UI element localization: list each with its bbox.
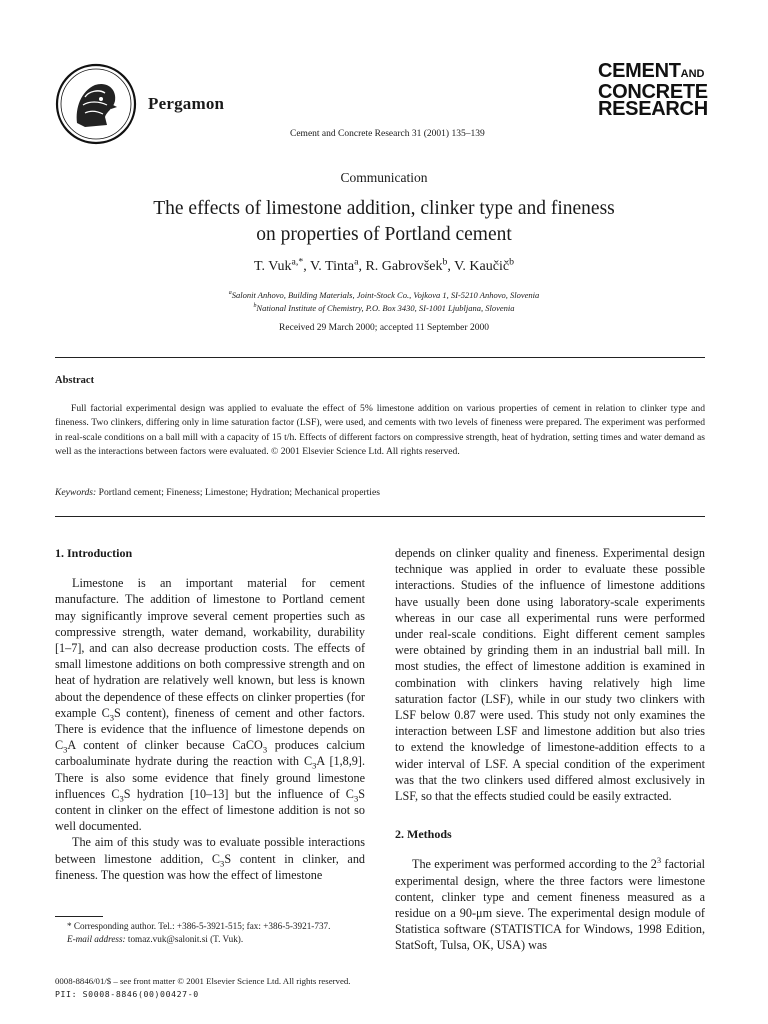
paragraph: The experiment was performed according to the $2^3$ factorial experimental design, where the three factors were limestone content, clinker type and cement fineness measured as a residue on a 90-μm sieve. The experimental design module of Statistica software (STATISTICA for Windows, 1998 Edition, StatSoft, Tulsa, OK, USA) was	[395, 855, 705, 953]
keywords: Keywords: Portland cement; Fineness; Limestone; Hydration; Mechanical properties	[55, 487, 380, 498]
paragraph: The aim of this study was to evaluate possible interactions between limestone addition, $C_3S$ content in clinker, and fineness. The question was how the effect of limestone	[55, 835, 366, 882]
journal-logo: CEMENTAND CONCRETE RESEARCH	[598, 60, 708, 120]
divider	[55, 516, 705, 517]
affiliation: $^b$National Institute of Chemistry, P.O. Box 3430, SI-1001 Ljubljana, Slovenia	[253, 303, 515, 313]
author: R. Gabrovšek	[365, 259, 443, 274]
author: V. Kaučič	[454, 259, 510, 274]
publisher-name: Pergamon	[148, 94, 225, 113]
email-line: E-mail address: tomaz.vuk@salonit.si (T. Vuk).	[67, 934, 244, 944]
pii-line: PII: S0008-8846(00)00427-0	[55, 989, 199, 999]
author-list: T. Vuk$^{a,*}$, V. Tinta$^a$, R. Gabrovšek$^b$, V. Kaučič$^b$	[254, 256, 514, 274]
article-type: Communication	[340, 170, 428, 185]
front-matter	[55, 975, 350, 1001]
section-heading: 1. Introduction	[55, 546, 133, 560]
copyright-line: 0008-8846/01/$ – see front matter © 2001 Elsevier Science Ltd. All rights reserved.	[55, 976, 351, 986]
corresponding-author: * Corresponding author. Tel.: +386-5-3921-515; fax: +386-5-3921-737.	[67, 921, 331, 931]
elsevier-tree-emblem-icon	[55, 63, 137, 145]
footnote	[55, 920, 365, 946]
author: T. Vuk	[254, 259, 292, 274]
divider	[55, 357, 705, 358]
affiliation: $^a$Salonit Anhovo, Building Materials, Joint-Stock Co., Vojkova 1, SI-5210 Anhovo, Slovenia	[228, 290, 540, 300]
abstract-body: Full factorial experimental design was applied to evaluate the effect of 5% limestone addition on various properties of cement in relation to clinker type and fineness. Two clinkers, differing only in lime saturation factor (LSF), were used, and cements with two levels of fineness were prepared. The experiment was performed in real-scale conditions on a ball mill with a capacity of 15 t/h. Effects of different factors on compressive strength, heat of hydration, setting times and water demand as well as the interactions between factors were evaluated. © 2001 Elsevier Science Ltd. All rights reserved.	[55, 403, 705, 457]
paragraph: depends on clinker quality and fineness. Experimental design technique was applied in order to evaluate these possible interactions. Studies of the influence of limestone additions have usually been done using laboratory-scale experiments whereas in our case all experimental runs were performed under real-scale conditions. Eight different cement samples were obtained by grinding them in an industrial ball mill. In most studies, the effect of limestone addition is examined in combination with clinkers having relatively high lime saturation factor (LSF), while in our study two clinkers with LSF below 0.87 were used. This study not only examines the interaction between LSF and limestone addition but also tries to extend the knowledge of limestone-addition effects to a wider interval of LSF. A special condition of the experiment was that the two clinkers used differed almost exclusively in LSF, so that the effects studied could be easily extracted.	[395, 546, 705, 804]
author: V. Tinta	[310, 259, 355, 274]
footnote-divider	[55, 916, 103, 917]
email-link[interactable]: tomaz.vuk@salonit.si (T. Vuk).	[127, 934, 244, 944]
abstract-heading: Abstract	[55, 375, 95, 386]
right-column	[395, 545, 705, 954]
affiliations	[0, 289, 768, 315]
journal-citation: Cement and Concrete Research 31 (2001) 135–139	[290, 129, 485, 139]
article-title: The effects of limestone addition, clinker type and fineness on properties of Portland cement	[153, 198, 615, 245]
paragraph: Limestone is an important material for cement manufacture. The addition of limestone to Portland cement may significantly improve several cement properties such as compressive strength, water demand, workability, durability [1–7], and can also decrease production costs. The effects of small limestone additions on both compressive strength and on heat of hydration are relatively well known, but less is known about the dependence of these effects on clinker properties (for example $C_3S$ content), fineness of cement and other factors. There is evidence that the influence of limestone depends on $C_3A$ content of clinker because CaCO$_3$ produces calcium carboaluminate hydrate during the reaction with $C_3A$ [1,8,9]. There is also some evidence that finely ground limestone influences $C_3S$ hydration [10–13] but the influence of $C_3S$ content in clinker on the effect of limestone addition is not so well documented.	[55, 576, 365, 834]
section-heading: 2. Methods	[395, 827, 452, 842]
left-column	[55, 545, 365, 883]
received-dates: Received 29 March 2000; accepted 11 September 2000	[279, 323, 489, 333]
